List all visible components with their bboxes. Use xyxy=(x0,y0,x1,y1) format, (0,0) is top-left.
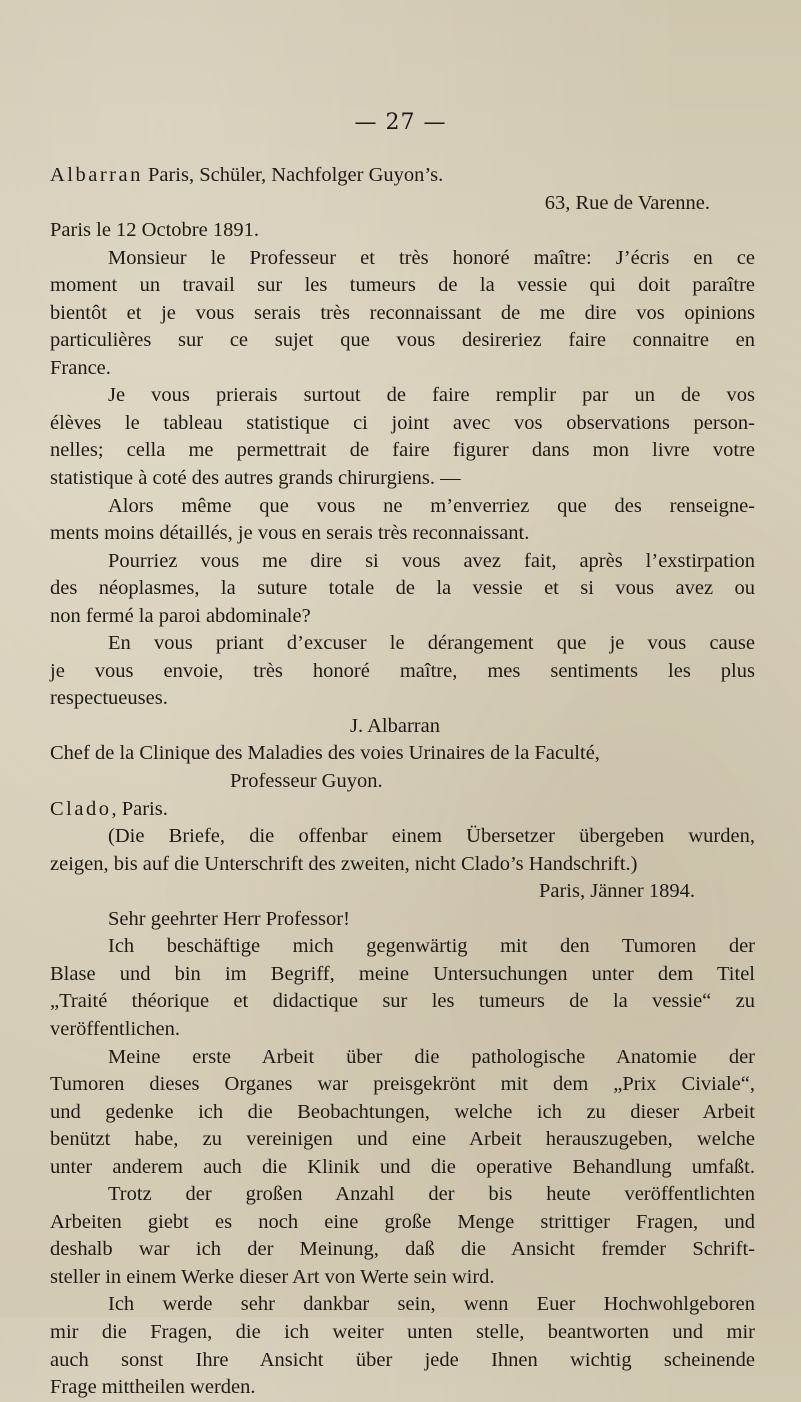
letter2-body-line: Arbeiten giebt es noch eine große Menge strittiger Fragen, und xyxy=(50,1210,755,1233)
letter2-body-line: Blase und bin im Begriff, meine Untersuchungen unter dem Titel xyxy=(50,962,755,985)
letter2-body-line: Ich beschäftige mich gegenwärtig mit den Tumoren der xyxy=(108,935,755,958)
letter2-body-line: steller in einem Werke dieser Art von Werte sein wird. xyxy=(50,1265,495,1288)
letter2-body-line: und gedenke ich die Beobachtungen, welche ich zu dieser Arbeit xyxy=(50,1100,755,1123)
letter2-sender-desc: , Paris. xyxy=(111,797,168,820)
letter2-body-line: Tumoren dieses Organes war preisgekrönt mit dem „Prix Civiale“, xyxy=(50,1073,755,1096)
letter2-note-line: (Die Briefe, die offenbar einem Übersetzer übergeben wurden, xyxy=(108,825,755,848)
letter1-body-line: nelles; cella me permettrait de faire figurer dans mon livre votre xyxy=(50,439,755,462)
letter1-body-line: bientôt et je vous serais très reconnaissant de me dire vos opinions xyxy=(50,301,755,324)
letter1-header xyxy=(50,162,755,190)
letter1-body-line: Monsieur le Professeur et très honoré maître: J’écris en ce xyxy=(108,246,755,269)
letter1-body-line: statistique à coté des autres grands chirurgiens. — xyxy=(50,467,461,490)
letter2-sender-name: Clado xyxy=(50,797,112,820)
letter2-body-line: veröffentlichen. xyxy=(50,1017,180,1040)
letter2-body-line: unter anderem auch die Klinik und die operative Behandlung umfaßt. xyxy=(50,1155,755,1178)
letter2-body-line: Ich werde sehr dankbar sein, wenn Euer Hochwohlgeboren xyxy=(108,1293,755,1316)
letter1-date: Paris le 12 Octobre 1891. xyxy=(50,219,259,242)
letter2-note-line: zeigen, bis auf die Unterschrift des zweiten, nicht Clado’s Handschrift.) xyxy=(50,852,638,875)
letter2-body-line: Meine erste Arbeit über die pathologische Anatomie der xyxy=(108,1045,755,1068)
letter2-body-line: mir die Fragen, die ich weiter unten stelle, beantworten und mir xyxy=(50,1320,755,1343)
letter2-header xyxy=(50,796,755,824)
letter1-address: 63, Rue de Varenne. xyxy=(544,191,710,214)
letter1-body-line: moment un travail sur les tumeurs de la vessie qui doit paraître xyxy=(50,274,755,297)
letter1-body-line: respectueuses. xyxy=(50,687,168,710)
letter1-body-line: élèves le tableau statistique ci joint avec vos observations person- xyxy=(50,411,755,434)
letter1-body-line: particulières sur ce sujet que vous desireriez faire connaitre en xyxy=(50,329,755,352)
letter1-body-line: ments moins détaillés, je vous en serais très reconnaissant. xyxy=(50,522,530,545)
letter1-body-line: non fermé la paroi abdominale? xyxy=(50,604,311,627)
letter1-body-line: Alors même que vous ne m’enverriez que des renseigne- xyxy=(108,494,755,517)
letter2-body-line: Trotz der großen Anzahl der bis heute veröffentlichten xyxy=(108,1183,755,1206)
letter1-body-line: En vous priant d’excuser le dérangement que je vous cause xyxy=(108,632,755,655)
letter1-body-line: Je vous prierais surtout de faire remplir par un de vos xyxy=(108,384,755,407)
letter1-sender-name: Albarran xyxy=(50,164,143,186)
letter2-body-line: benützt habe, zu vereinigen und eine Arbeit herauszugeben, welche xyxy=(50,1128,755,1151)
page-text xyxy=(50,162,755,1402)
letter2-body-line: auch sonst Ihre Ansicht über jede Ihnen wichtig scheinende xyxy=(50,1348,755,1371)
page-number: — 27 — xyxy=(354,110,447,135)
letter2-date: Paris, Jänner 1894. xyxy=(538,880,695,903)
letter1-body-line: des néoplasmes, la suture totale de la vessie et si vous avez ou xyxy=(50,577,755,600)
letter1-body-line: je vous envoie, très honoré maître, mes sentiments les plus xyxy=(50,659,755,682)
letter2-body-line: deshalb war ich der Meinung, daß die Ansicht fremder Schrift- xyxy=(50,1238,755,1261)
letter1-title-line2: Professeur Guyon. xyxy=(230,770,383,793)
letter1-body-line: Pourriez vous me dire si vous avez fait, après l’exstirpation xyxy=(108,549,755,572)
letter2-body-line: Frage mittheilen werden. xyxy=(50,1376,256,1399)
letter1-signature: J. Albarran xyxy=(350,714,440,737)
letter1-body-line: France. xyxy=(50,356,111,379)
letter1-title-line1: Chef de la Clinique des Maladies des voies Urinaires de la Faculté, xyxy=(50,742,600,765)
letter2-body-line: „Traité théorique et didactique sur les tumeurs de la vessie“ zu xyxy=(50,990,755,1013)
letter2-salutation: Sehr geehrter Herr Professor! xyxy=(108,907,350,930)
letter1-sender-desc: Paris, Schüler, Nachfolger Guyon’s. xyxy=(142,164,444,186)
